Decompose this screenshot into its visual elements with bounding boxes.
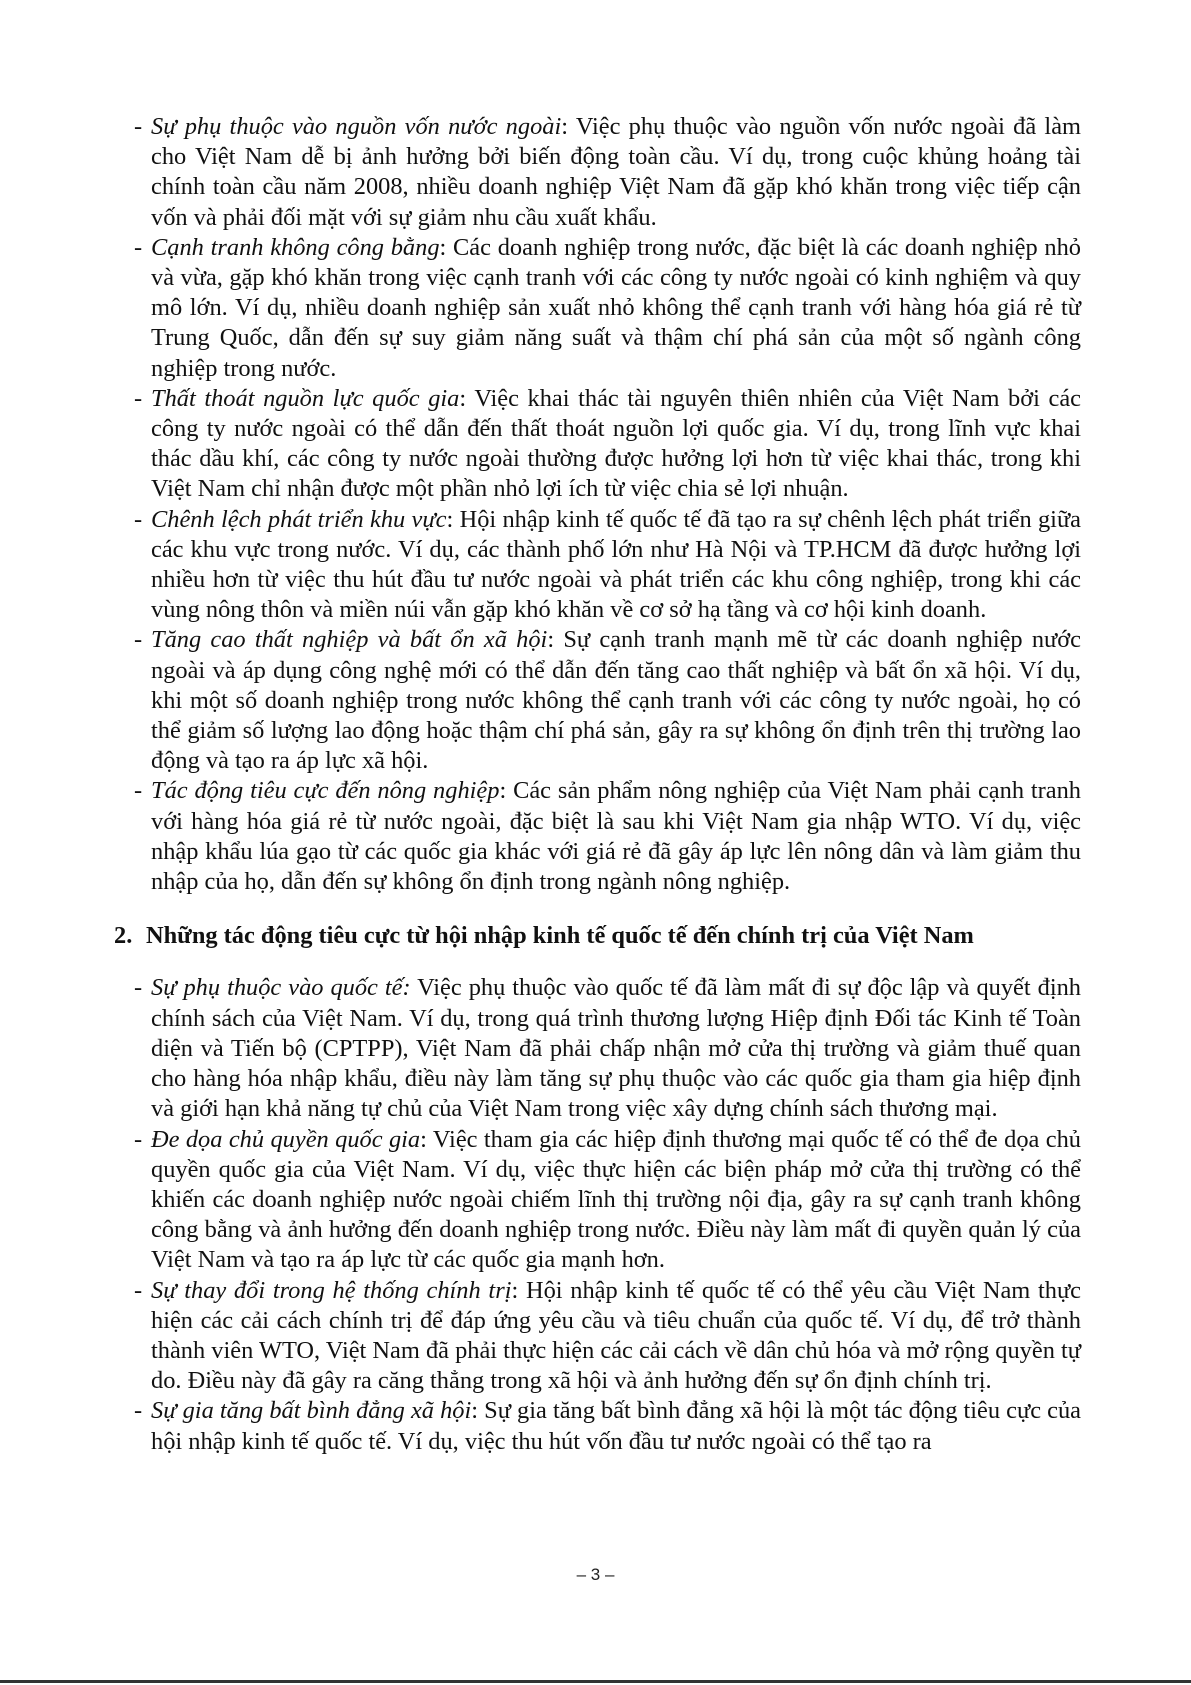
bullet-dash: - — [134, 113, 143, 140]
page-content — [114, 112, 1082, 1457]
bullet-item — [118, 384, 1081, 505]
bullet-dash: - — [134, 1276, 143, 1304]
bullet-term: Sự phụ thuộc vào quốc tế: — [151, 974, 411, 1002]
bullet-item — [118, 973, 1081, 1124]
bullet-term: Sự gia tăng bất bình đẳng xã hội — [151, 1397, 472, 1425]
bullet-item — [118, 505, 1081, 626]
bullet-term: Cạnh tranh không công bằng — [151, 233, 440, 261]
bullet-text: : Sự gia tăng bất bình đẳng xã hội là một tác động tiêu cực của hội nhập kinh tế quốc tế. Ví dụ, việc thu hút vốn đầu tư nước ngoài có thể tạo ra — [151, 1397, 1081, 1455]
bullet-dash: - — [134, 384, 143, 412]
section-2-bullet-list — [118, 973, 1081, 1456]
bullet-term: Tác động tiêu cực đến nông nghiệp — [151, 777, 500, 805]
section-heading — [114, 921, 1077, 951]
bullet-dash: - — [134, 777, 143, 805]
bullet-term: Chênh lệch phát triển khu vực — [151, 505, 447, 533]
bullet-dash: - — [134, 233, 143, 261]
bullet-dash: - — [134, 505, 143, 533]
bullet-term: Thất thoát nguồn lực quốc gia — [151, 384, 460, 412]
bullet-text: : Việc phụ thuộc vào nguồn vốn nước ngoài đã làm cho Việt Nam dễ bị ảnh hưởng bởi biến động toàn cầu. Ví dụ, trong cuộc khủng hoảng tài chính toàn cầu năm 2008, nhiều doanh nghiệp Việt Nam đã gặp khó khăn trong việc tiếp cận vốn và phải đối mặt với sự giảm nhu cầu xuất khẩu. — [151, 113, 1082, 231]
bullet-text: : Các sản phẩm nông nghiệp của Việt Nam phải cạnh tranh với hàng hóa giá rẻ từ nước ngoài, đặc biệt là sau khi Việt Nam gia nhập WTO. Ví dụ, việc nhập khẩu lúa gạo từ các quốc gia khác với giá rẻ đã gây áp lực lên nông dân và làm giảm thu nhập của họ, dẫn đến sự không ổn định trong ngành nông nghiệp. — [151, 777, 1081, 896]
bullet-term: Sự thay đổi trong hệ thống chính trị — [151, 1276, 512, 1304]
bullet-term: Đe dọa chủ quyền quốc gia — [151, 1125, 421, 1153]
bullet-text: : Việc khai thác tài nguyên thiên nhiên của Việt Nam bởi các công ty nước ngoài có thể dẫn đến thất thoát nguồn lợi quốc gia. Ví dụ, trong lĩnh vực khai thác dầu khí, các công ty nước ngoài thường được hưởng lợi hơn từ việc khai thác, trong khi Việt Nam chỉ nhận được một phần nhỏ lợi ích từ việc chia sẻ lợi nhuận. — [151, 384, 1082, 503]
bullet-text: : Hội nhập kinh tế quốc tế đã tạo ra sự chênh lệch phát triển giữa các khu vực trong nước. Ví dụ, các thành phố lớn như Hà Nội và TP.HCM đã được hưởng lợi nhiều hơn từ việc thu hút đầu tư nước ngoài và phát triển các khu công nghiệp, trong khi các vùng nông thôn và miền núi vẫn gặp khó khăn về cơ sở hạ tầng và cơ hội kinh doanh. — [151, 505, 1081, 624]
bullet-dash: - — [134, 626, 143, 654]
page-number: – 3 – — [576, 1565, 615, 1584]
bullet-text: : Hội nhập kinh tế quốc tế có thể yêu cầu Việt Nam thực hiện các cải cách chính trị để đáp ứng yêu cầu và tiêu chuẩn của quốc tế. Ví dụ, để trở thành thành viên WTO, Việt Nam đã phải thực hiện các cải cách về dân chủ hóa và mở rộng quyền tự do. Điều này đã gây ra căng thẳng trong xã hội và ảnh hưởng đến sự ổn định chính trị. — [151, 1276, 1081, 1395]
bullet-dash: - — [134, 1125, 143, 1153]
bullet-text: Việc phụ thuộc vào quốc tế đã làm mất đi sự độc lập và quyết định chính sách của Việt Nam. Ví dụ, trong quá trình thương lượng Hiệp định Đối tác Kinh tế Toàn diện và Tiến bộ (CPTPP), Việt Nam đã phải chấp nhận mở cửa thị trường và giảm thuế quan cho hàng hóa nhập khẩu, điều này làm tăng sự phụ thuộc vào các quốc gia tham gia hiệp định và giới hạn khả năng tự chủ của Việt Nam trong việc xây dựng chính sách thương mại. — [151, 974, 1081, 1123]
bullet-text: : Việc tham gia các hiệp định thương mại quốc tế có thể đe dọa chủ quyền quốc gia của Việt Nam. Ví dụ, việc thực hiện các biện pháp mở cửa thị trường có thể khiến các doanh nghiệp nước ngoài chiếm lĩnh thị trường nội địa, gây ra sự cạnh tranh không công bằng và ảnh hưởng đến doanh nghiệp trong nước. Điều này làm mất đi quyền quản lý của Việt Nam và tạo ra áp lực từ các quốc gia mạnh hơn. — [151, 1125, 1082, 1274]
bullet-item — [118, 1396, 1081, 1456]
bullet-dash: - — [134, 1397, 143, 1425]
bullet-term: Sự phụ thuộc vào nguồn vốn nước ngoài — [151, 113, 562, 140]
bottom-divider — [0, 1680, 1191, 1683]
section-number: 2. — [114, 922, 133, 950]
bullet-item — [118, 233, 1081, 384]
bullet-text: : Các doanh nghiệp trong nước, đặc biệt là các doanh nghiệp nhỏ và vừa, gặp khó khăn trong việc cạnh tranh với các công ty nước ngoài có kinh nghiệm và quy mô lớn. Ví dụ, nhiều doanh nghiệp sản xuất nhỏ không thể cạnh tranh với hàng hóa giá rẻ từ Trung Quốc, dẫn đến sự suy giảm năng suất và thậm chí phá sản của một số ngành công nghiệp trong nước. — [151, 233, 1081, 382]
bullet-item — [118, 1276, 1081, 1397]
bullet-item — [118, 112, 1081, 233]
bullet-item — [118, 625, 1081, 776]
section-title: Những tác động tiêu cực từ hội nhập kinh tế quốc tế đến chính trị của Việt Nam — [146, 922, 974, 950]
bullet-item — [118, 1125, 1081, 1276]
section-1-bullet-list — [118, 112, 1081, 897]
bullet-item — [118, 776, 1081, 897]
bullet-text: : Sự cạnh tranh mạnh mẽ từ các doanh nghiệp nước ngoài và áp dụng công nghệ mới có thể dẫn đến tăng cao thất nghiệp và bất ổn xã hội. Ví dụ, khi một số doanh nghiệp trong nước không thể cạnh tranh với các công ty nước ngoài, họ có thể giảm số lượng lao động hoặc thậm chí phá sản, gây ra sự không ổn định trên thị trường lao động và tạo ra áp lực xã hội. — [151, 626, 1081, 775]
bullet-term: Tăng cao thất nghiệp và bất ổn xã hội — [151, 626, 548, 654]
bullet-dash: - — [134, 974, 143, 1002]
